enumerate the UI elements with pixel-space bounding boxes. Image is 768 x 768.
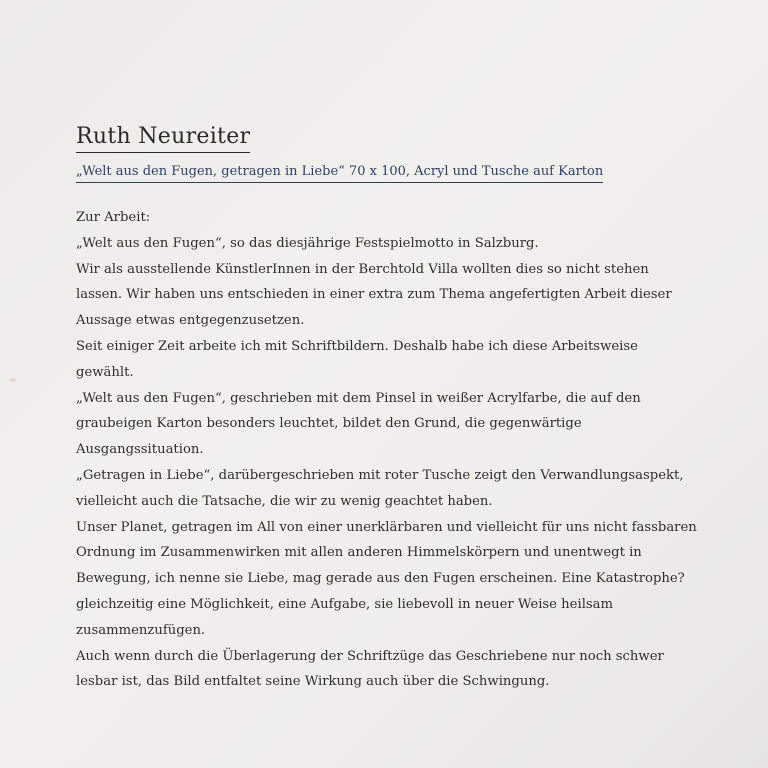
description-line: Seit einiger Zeit arbeite ich mit Schriftbildern. Deshalb habe ich diese Arbeitsweise	[76, 338, 638, 354]
description-line: gewählt.	[76, 364, 134, 380]
description-line: Zur Arbeit:	[76, 210, 151, 225]
description-line: „Welt aus den Fugen“, so das diesjährige Festspielmotto in Salzburg.	[76, 235, 539, 251]
description-line: lesbar ist, das Bild entfaltet seine Wirkung auch über die Schwingung.	[76, 674, 550, 690]
description-line: Wir als ausstellende KünstlerInnen in der Berchtold Villa wollten dies so nicht stehen	[76, 261, 649, 277]
artist-name-heading: Ruth Neureiter	[76, 124, 250, 153]
description-line: Auch wenn durch die Überlagerung der Schriftzüge das Geschriebene nur noch schwer	[76, 648, 664, 664]
description-line: vielleicht auch die Tatsache, die wir zu wenig geachtet haben.	[76, 493, 493, 509]
description-line: „Welt aus den Fugen“, geschrieben mit dem Pinsel in weißer Acrylfarbe, die auf den	[76, 390, 641, 406]
description-line: zusammenzufügen.	[76, 622, 206, 638]
description-line: gleichzeitig eine Möglichkeit, eine Aufgabe, sie liebevoll in neuer Weise heilsam	[76, 596, 614, 612]
description-line: Aussage etwas entgegenzusetzen.	[76, 313, 305, 329]
description-line: „Getragen in Liebe“, darübergeschrieben mit roter Tusche zeigt den Verwandlungsaspekt,	[76, 467, 684, 483]
artwork-subtitle: „Welt aus den Fugen, getragen in Liebe“ 70 x 100, Acryl und Tusche auf Karton	[76, 163, 603, 183]
artwork-description	[76, 205, 726, 695]
description-line: Ordnung im Zusammenwirken mit allen anderen Himmelskörpern und unentwegt in	[76, 545, 642, 561]
description-line: graubeigen Karton besonders leuchtet, bildet den Grund, die gegenwärtige	[76, 416, 582, 432]
paper-stain	[10, 378, 16, 382]
description-line: Ausgangssituation.	[76, 442, 204, 458]
description-line: Bewegung, ich nenne sie Liebe, mag gerade aus den Fugen erscheinen. Eine Katastrophe?	[76, 571, 685, 587]
description-line: Unser Planet, getragen im All von einer unerklärbaren und vielleicht für uns nicht fassbaren	[76, 519, 697, 535]
description-line: lassen. Wir haben uns entschieden in einer extra zum Thema angefertigten Arbeit dieser	[76, 287, 672, 303]
